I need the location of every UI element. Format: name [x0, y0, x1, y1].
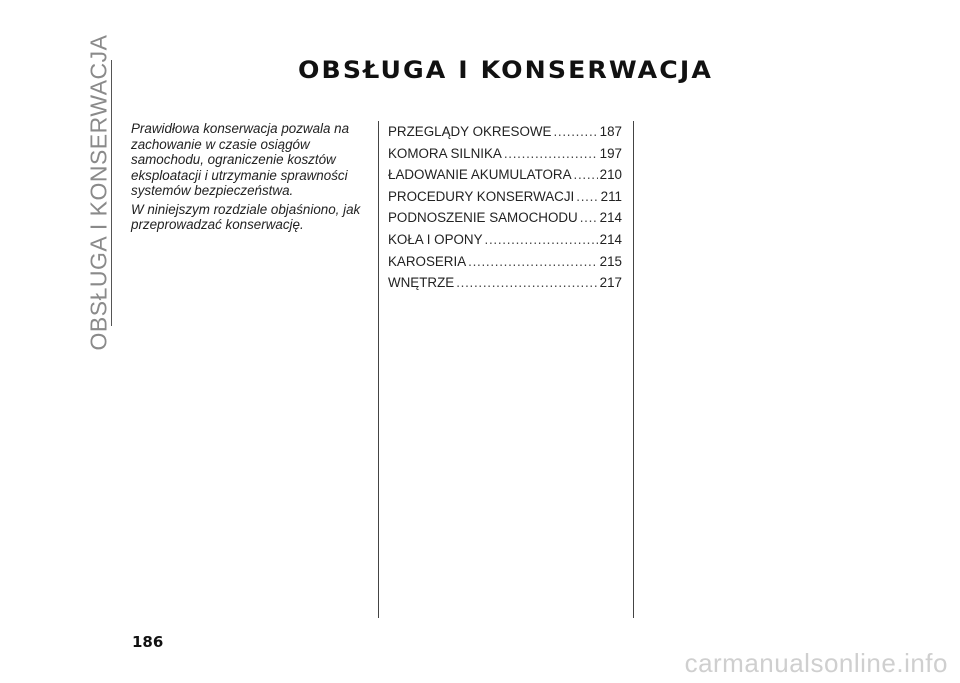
toc-item-label: PRZEGLĄDY OKRESOWE [388, 124, 552, 139]
toc-item-label: WNĘTRZE [388, 275, 455, 291]
toc-item-label: ŁADOWANIE AKUMULATORA [388, 167, 572, 183]
column-divider-right [633, 121, 634, 618]
toc-item[interactable] [388, 207, 622, 229]
toc-item-page: 214 [599, 210, 622, 226]
toc-item-page: 211 [600, 188, 622, 204]
toc-leader [504, 143, 598, 165]
toc-item-label: PODNOSZENIE SAMOCHODU [388, 210, 578, 226]
toc-leader [553, 121, 597, 143]
toc-item-label: PROCEDURY KONSERWACJI [388, 188, 575, 204]
side-tab-divider [111, 60, 112, 326]
toc-item[interactable] [388, 121, 622, 143]
toc-item[interactable] [388, 143, 622, 165]
side-chapter-tab [84, 34, 114, 350]
toc-item-page: 187 [599, 124, 622, 139]
intro-paragraph: W niniejszym rozdziale objaśniono, jak przeprowadzać konserwację. [131, 201, 361, 232]
toc-leader [456, 272, 597, 294]
toc-leader [468, 251, 598, 273]
toc-leader [576, 186, 598, 208]
intro-text [131, 121, 371, 236]
chapter-title: OBSŁUGA I KONSERWACJA [298, 56, 713, 84]
toc-item[interactable] [388, 229, 622, 251]
toc-item-page: 210 [599, 167, 622, 183]
toc-item[interactable] [388, 186, 622, 208]
toc-item-page: 217 [599, 275, 622, 291]
toc-leader [580, 207, 598, 229]
toc-item[interactable] [388, 272, 622, 294]
watermark: carmanualsonline.info [684, 648, 948, 678]
toc-item-label: KOMORA SILNIKA [388, 145, 502, 161]
toc-item-page: 215 [599, 253, 622, 269]
toc-item-page: 214 [599, 231, 622, 247]
toc-leader [485, 229, 598, 251]
table-of-contents [388, 121, 622, 294]
toc-leader [574, 164, 598, 186]
page-number: 186 [132, 633, 164, 651]
toc-item-page: 197 [599, 145, 622, 161]
intro-paragraph: Prawidłowa konserwacja pozwala na zachowanie w czasie osiągów samochodu, ograniczenie kosztów eksploatacji i utrzymanie sprawności systemów bezpieczeństwa. [131, 121, 350, 198]
toc-item[interactable] [388, 251, 622, 273]
toc-item-label: KOŁA I OPONY [388, 231, 483, 247]
column-divider-left [378, 121, 379, 618]
side-chapter-tab-label: OBSŁUGA I KONSERWACJA [85, 34, 112, 350]
toc-item[interactable] [388, 164, 622, 186]
toc-item-label: KAROSERIA [388, 253, 467, 269]
